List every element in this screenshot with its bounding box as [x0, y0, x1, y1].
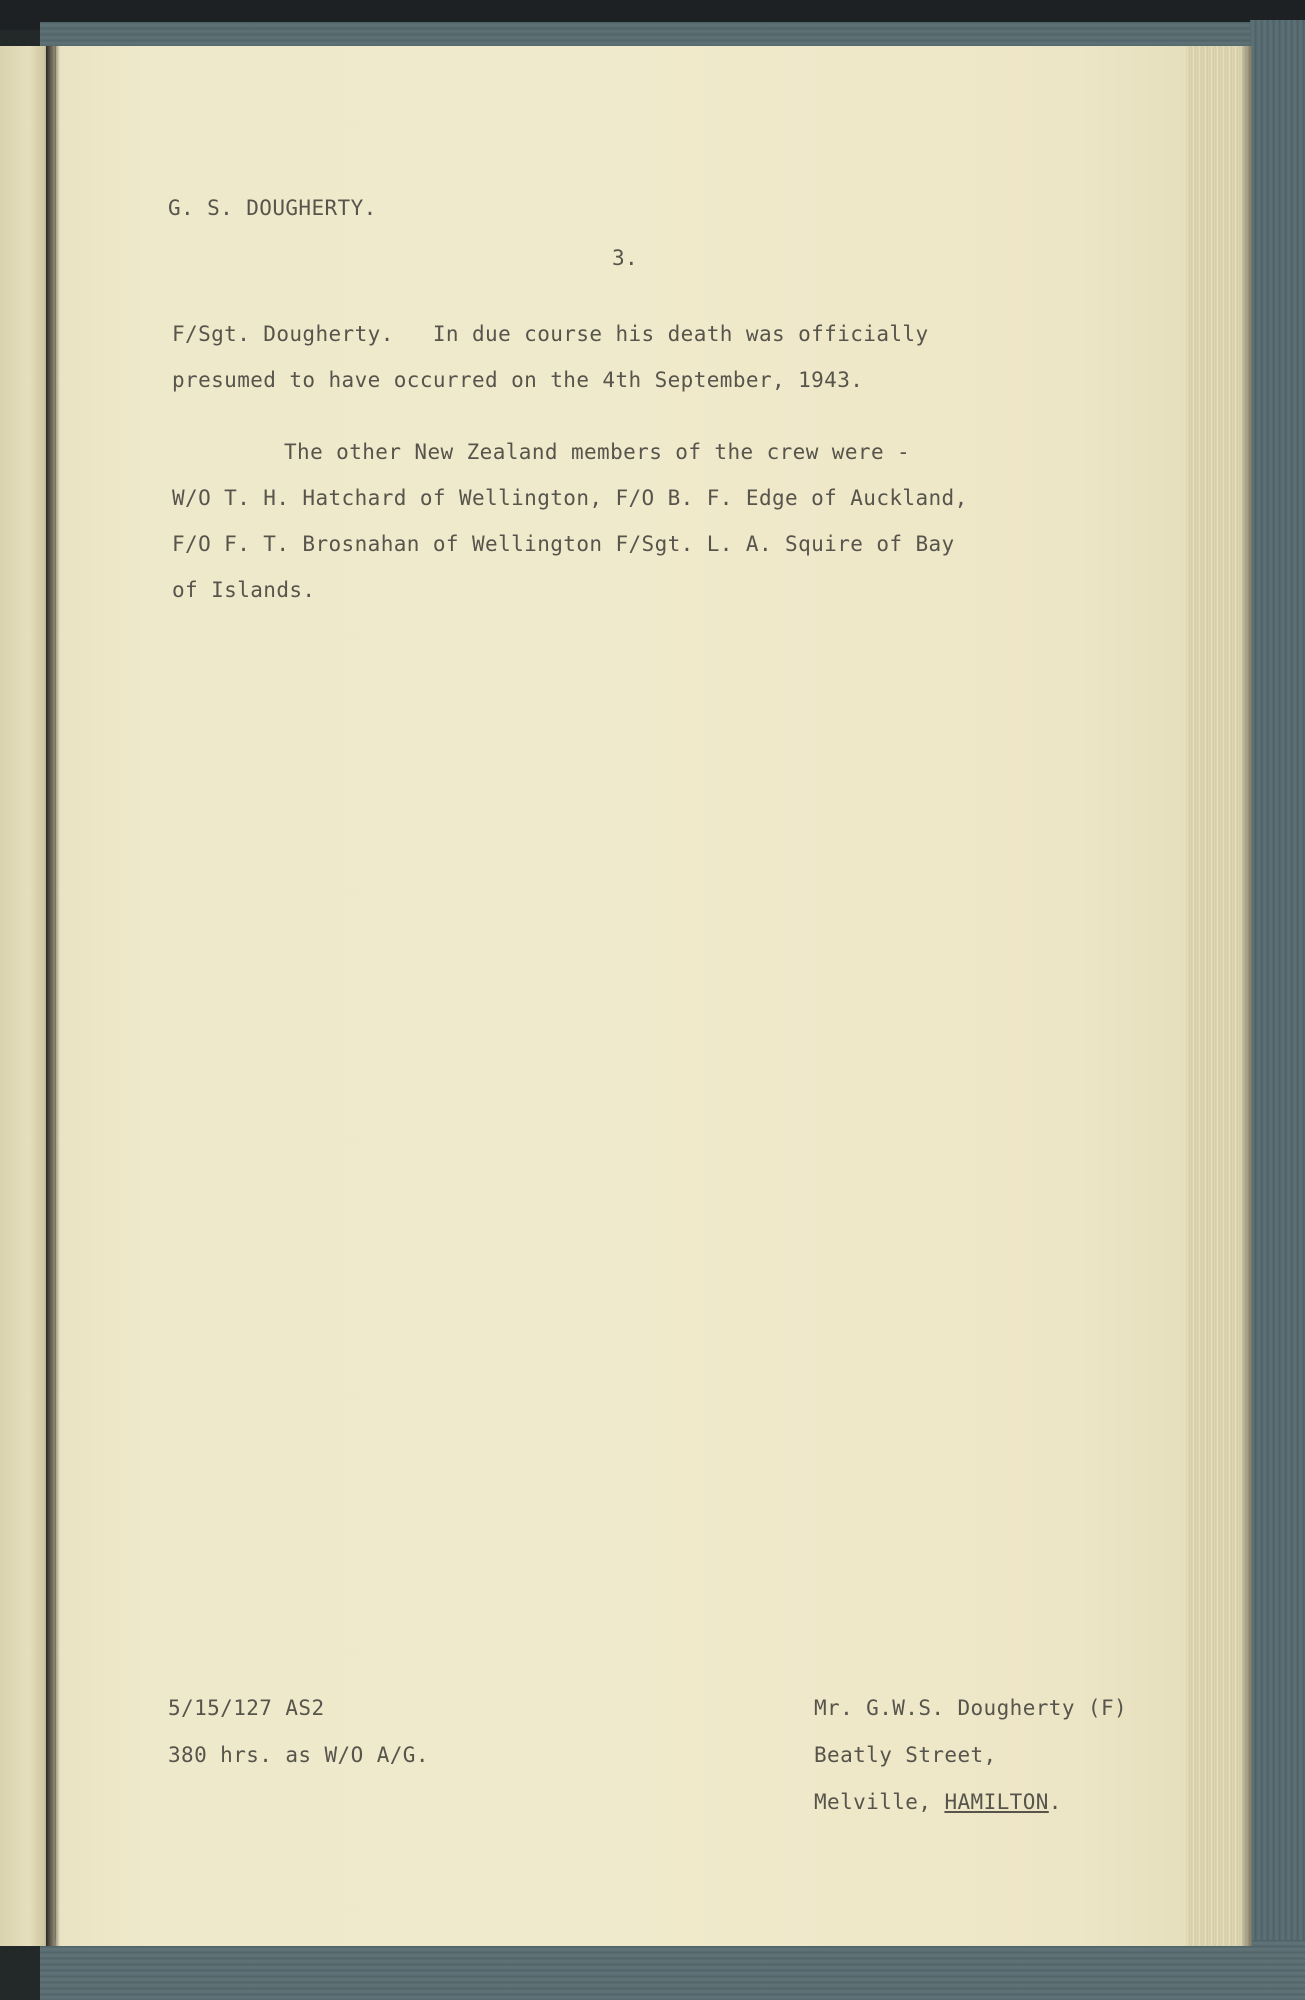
- header-name: G. S. DOUGHERTY.: [168, 196, 377, 220]
- body-line-2: presumed to have occurred on the 4th September, 1943.: [172, 368, 864, 392]
- body-line-3: The other New Zealand members of the crew were -: [284, 440, 911, 464]
- book-cover-right: [1250, 20, 1305, 1980]
- address-name: Mr. G.W.S. Dougherty (F): [814, 1696, 1128, 1720]
- address-street: Beatly Street,: [814, 1743, 997, 1767]
- book-cover-bottom: [40, 1940, 1305, 2000]
- document-page: [56, 46, 1186, 1946]
- address-city: HAMILTON: [944, 1790, 1049, 1814]
- body-line-5: F/O F. T. Brosnahan of Wellington F/Sgt. L. A. Squire of Bay: [172, 532, 955, 556]
- facing-page-edge: [0, 46, 52, 1946]
- body-line-4: W/O T. H. Hatchard of Wellington, F/O B. F. Edge of Auckland,: [172, 486, 968, 510]
- body-line-6: of Islands.: [172, 578, 316, 602]
- gutter-shadow: [46, 46, 60, 1946]
- file-reference: 5/15/127 AS2: [168, 1696, 325, 1720]
- address-suburb: Melville,: [814, 1790, 945, 1814]
- address-city-line: [814, 1790, 1062, 1814]
- page-number: 3.: [612, 246, 639, 270]
- body-line-1: F/Sgt. Dougherty. In due course his death was officially: [172, 322, 929, 346]
- page-stack-shadow: [1240, 46, 1252, 1946]
- service-hours: 380 hrs. as W/O A/G.: [168, 1743, 429, 1767]
- address-end: .: [1048, 1790, 1062, 1814]
- book-cover-top: [40, 22, 1305, 46]
